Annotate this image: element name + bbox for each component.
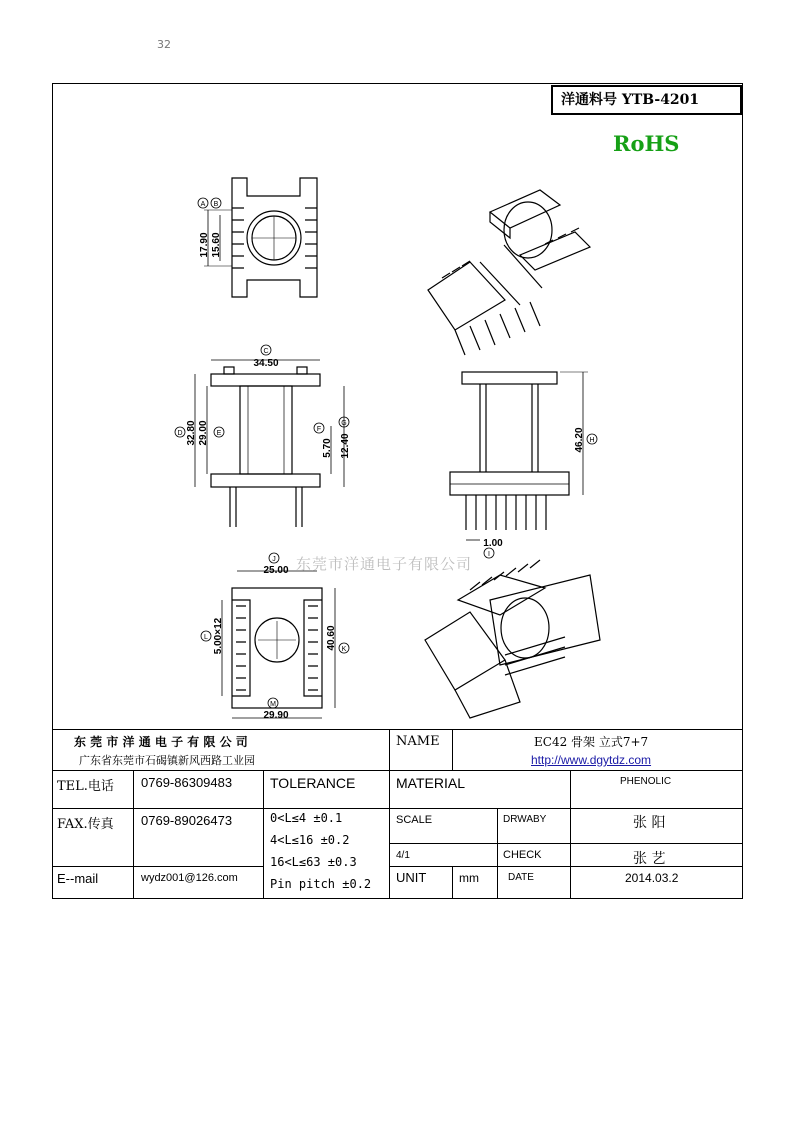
ref-letter-f: F <box>316 426 322 433</box>
unit-value: mm <box>459 871 479 885</box>
ref-letter-d: D <box>177 430 183 437</box>
dim-m: 29.90 <box>263 710 289 721</box>
material-label: MATERIAL <box>396 775 465 791</box>
rule <box>133 770 134 898</box>
bottom-view <box>222 571 335 718</box>
material-value: PHENOLIC <box>620 776 672 787</box>
side-view <box>450 372 588 540</box>
rule <box>452 866 453 898</box>
isometric-view-bottom <box>425 560 600 718</box>
drawn-by-value: 张 阳 <box>633 815 666 831</box>
tolerance-label: TOLERANCE <box>270 775 356 791</box>
page-number: 32 <box>157 38 171 51</box>
tolerance-range-1: 0<L≤4 ±0.1 <box>270 811 343 825</box>
rule <box>52 898 743 899</box>
website-link[interactable]: http://www.dgytdz.com <box>531 753 652 767</box>
rule <box>389 843 743 844</box>
rule <box>52 770 743 771</box>
ref-letter-g: G <box>341 420 347 427</box>
email-value: wydz001@126.com <box>141 872 238 884</box>
tel-value: 0769-86309483 <box>141 775 233 790</box>
tolerance-pin-pitch: Pin pitch ±0.2 <box>270 877 372 891</box>
rule <box>570 770 571 809</box>
company-address: 广东省东莞市石碣镇新风西路工业园 <box>79 754 255 767</box>
rule <box>52 808 389 809</box>
dim-h: 46.20 <box>574 427 585 453</box>
ref-letter-c: C <box>263 348 269 355</box>
dim-b: 15.60 <box>211 232 222 258</box>
unit-label: UNIT <box>396 870 427 885</box>
dim-a: 17.90 <box>199 232 210 258</box>
dim-j: 25.00 <box>263 565 289 576</box>
rule <box>452 729 453 770</box>
email-label: E--mail <box>57 871 99 886</box>
ref-letter-e: E <box>216 430 222 437</box>
part-number-box: 洋通料号 YTB-4201 <box>551 85 742 115</box>
rule <box>52 866 263 867</box>
date-value: 2014.03.2 <box>625 871 679 885</box>
rule <box>52 729 743 730</box>
dim-c: 34.50 <box>253 358 279 369</box>
technical-drawing <box>52 118 742 728</box>
dim-pin-pitch: 1.00 <box>483 538 503 549</box>
fax-value: 0769-89026473 <box>141 813 233 828</box>
dim-e: 29.00 <box>198 420 209 446</box>
drawn-by-label: DRWABY <box>503 814 547 825</box>
ref-letter-i: I <box>488 551 490 558</box>
ref-letter-j: J <box>272 556 276 563</box>
name-label: NAME <box>396 734 440 749</box>
tolerance-range-2: 4<L≤16 ±0.2 <box>270 833 350 847</box>
ref-letter-b: B <box>213 201 219 208</box>
rule <box>389 729 390 899</box>
ref-letter-h: H <box>589 437 595 444</box>
rule <box>389 808 743 809</box>
checked-by-value: 张 艺 <box>633 851 666 867</box>
dim-g: 12.40 <box>340 433 351 459</box>
check-label: CHECK <box>503 849 542 861</box>
rule <box>570 808 571 898</box>
tel-label: TEL.电话 <box>57 779 114 794</box>
dim-l: 5.00×12 <box>213 617 224 655</box>
fax-label: FAX.传真 <box>57 817 114 832</box>
date-label: DATE <box>508 872 534 883</box>
tolerance-range-3: 16<L≤63 ±0.3 <box>270 855 357 869</box>
rule <box>263 770 264 898</box>
ref-letter-a: A <box>200 201 206 208</box>
ref-letter-l: L <box>204 634 208 641</box>
isometric-view-top <box>428 190 590 355</box>
company-name: 东 莞 市 洋 通 电 子 有 限 公 司 <box>74 735 248 749</box>
ref-letter-k: K <box>341 646 347 653</box>
rule <box>389 866 743 867</box>
rule <box>497 808 498 898</box>
scale-value: 4/1 <box>396 850 410 861</box>
dim-k: 40.60 <box>326 625 337 651</box>
rohs-mark: RoHS <box>613 131 680 156</box>
dim-d: 32.80 <box>186 420 197 446</box>
product-name: EC42 骨架 立式7+7 <box>534 735 649 749</box>
scale-label: SCALE <box>396 814 433 826</box>
company-watermark: 东莞市洋通电子有限公司 <box>296 555 473 573</box>
dim-f: 5.70 <box>322 438 333 458</box>
ref-letter-m: M <box>270 701 276 708</box>
